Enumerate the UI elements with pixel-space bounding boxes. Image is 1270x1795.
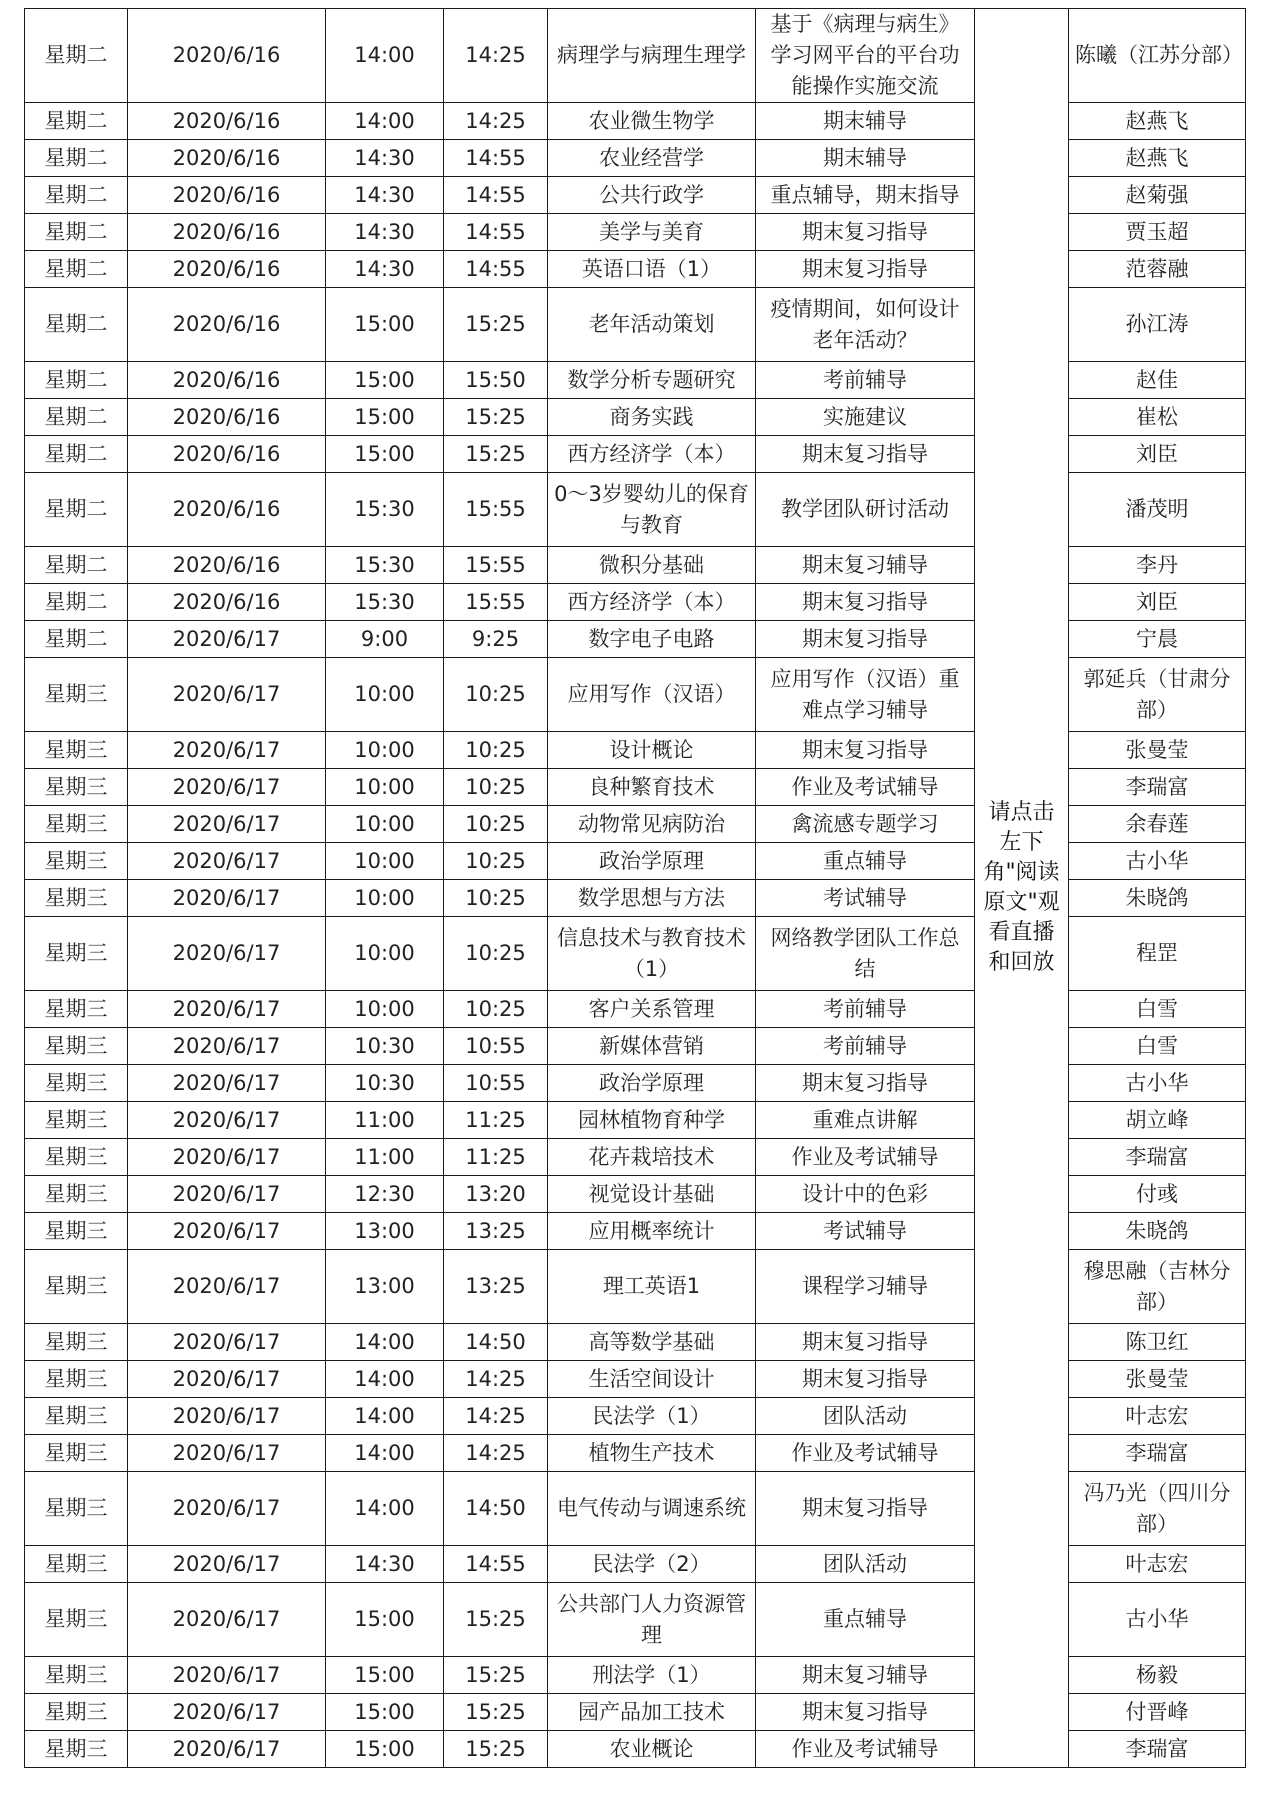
teacher-cell: 贾玉超 <box>1069 214 1246 251</box>
teacher-cell: 刘臣 <box>1069 584 1246 621</box>
start-time-cell: 14:30 <box>326 1546 444 1583</box>
course-name-cell: 花卉栽培技术 <box>548 1139 756 1176</box>
date-cell: 2020/6/17 <box>128 658 326 732</box>
date-cell: 2020/6/17 <box>128 1102 326 1139</box>
start-time-cell: 10:00 <box>326 880 444 917</box>
teacher-cell: 朱晓鸽 <box>1069 1213 1246 1250</box>
end-time-cell: 14:55 <box>444 140 548 177</box>
weekday-cell: 星期二 <box>25 288 128 362</box>
topic-cell: 期末复习指导 <box>756 621 975 658</box>
weekday-cell: 星期二 <box>25 251 128 288</box>
topic-cell: 疫情期间，如何设计老年活动？ <box>756 288 975 362</box>
teacher-cell: 李瑞富 <box>1069 1139 1246 1176</box>
start-time-cell: 10:00 <box>326 806 444 843</box>
weekday-cell: 星期三 <box>25 1657 128 1694</box>
topic-cell: 作业及考试辅导 <box>756 1731 975 1768</box>
weekday-cell: 星期三 <box>25 1472 128 1546</box>
weekday-cell: 星期二 <box>25 584 128 621</box>
course-name-cell: 商务实践 <box>548 399 756 436</box>
start-time-cell: 15:00 <box>326 1694 444 1731</box>
date-cell: 2020/6/17 <box>128 880 326 917</box>
weekday-cell: 星期三 <box>25 1065 128 1102</box>
course-name-cell: 园林植物育种学 <box>548 1102 756 1139</box>
topic-cell: 考前辅导 <box>756 362 975 399</box>
end-time-cell: 11:25 <box>444 1102 548 1139</box>
teacher-cell: 白雪 <box>1069 991 1246 1028</box>
start-time-cell: 10:00 <box>326 843 444 880</box>
topic-cell: 应用写作（汉语）重难点学习辅导 <box>756 658 975 732</box>
teacher-cell: 程罡 <box>1069 917 1246 991</box>
topic-cell: 重点辅导 <box>756 1583 975 1657</box>
course-name-cell: 高等数学基础 <box>548 1324 756 1361</box>
course-name-cell: 政治学原理 <box>548 1065 756 1102</box>
topic-cell: 期末复习辅导 <box>756 1657 975 1694</box>
end-time-cell: 10:25 <box>444 917 548 991</box>
date-cell: 2020/6/17 <box>128 1398 326 1435</box>
course-name-cell: 民法学（2） <box>548 1546 756 1583</box>
end-time-cell: 10:25 <box>444 880 548 917</box>
topic-cell: 设计中的色彩 <box>756 1176 975 1213</box>
topic-cell: 期末复习指导 <box>756 1472 975 1546</box>
date-cell: 2020/6/16 <box>128 399 326 436</box>
topic-cell: 重难点讲解 <box>756 1102 975 1139</box>
course-name-cell: 英语口语（1） <box>548 251 756 288</box>
course-name-cell: 公共行政学 <box>548 177 756 214</box>
end-time-cell: 10:55 <box>444 1065 548 1102</box>
end-time-cell: 14:55 <box>444 251 548 288</box>
course-name-cell: 理工英语1 <box>548 1250 756 1324</box>
course-name-cell: 农业微生物学 <box>548 103 756 140</box>
end-time-cell: 13:25 <box>444 1250 548 1324</box>
topic-cell: 课程学习辅导 <box>756 1250 975 1324</box>
teacher-cell: 胡立峰 <box>1069 1102 1246 1139</box>
start-time-cell: 13:00 <box>326 1250 444 1324</box>
date-cell: 2020/6/17 <box>128 1546 326 1583</box>
start-time-cell: 13:00 <box>326 1213 444 1250</box>
course-name-cell: 民法学（1） <box>548 1398 756 1435</box>
date-cell: 2020/6/16 <box>128 103 326 140</box>
teacher-cell: 李瑞富 <box>1069 1731 1246 1768</box>
topic-cell: 考试辅导 <box>756 880 975 917</box>
topic-cell: 期末复习辅导 <box>756 547 975 584</box>
date-cell: 2020/6/17 <box>128 1324 326 1361</box>
schedule-rows <box>25 9 1246 1768</box>
start-time-cell: 15:00 <box>326 362 444 399</box>
teacher-cell: 崔松 <box>1069 399 1246 436</box>
topic-cell: 重点辅导，期末指导 <box>756 177 975 214</box>
topic-cell: 期末复习指导 <box>756 251 975 288</box>
date-cell: 2020/6/17 <box>128 1028 326 1065</box>
date-cell: 2020/6/17 <box>128 769 326 806</box>
topic-cell: 期末复习指导 <box>756 1065 975 1102</box>
teacher-cell: 冯乃光（四川分部） <box>1069 1472 1246 1546</box>
date-cell: 2020/6/16 <box>128 362 326 399</box>
course-name-cell: 良种繁育技术 <box>548 769 756 806</box>
schedule-table <box>24 8 1246 1768</box>
weekday-cell: 星期二 <box>25 9 128 103</box>
date-cell: 2020/6/17 <box>128 1657 326 1694</box>
end-time-cell: 15:55 <box>444 473 548 547</box>
course-name-cell: 刑法学（1） <box>548 1657 756 1694</box>
weekday-cell: 星期三 <box>25 880 128 917</box>
topic-cell: 期末复习指导 <box>756 584 975 621</box>
end-time-cell: 14:25 <box>444 1398 548 1435</box>
teacher-cell: 李丹 <box>1069 547 1246 584</box>
course-name-cell: 微积分基础 <box>548 547 756 584</box>
teacher-cell: 李瑞富 <box>1069 1435 1246 1472</box>
course-name-cell: 数学思想与方法 <box>548 880 756 917</box>
end-time-cell: 15:50 <box>444 362 548 399</box>
teacher-cell: 朱晓鸽 <box>1069 880 1246 917</box>
course-name-cell: 老年活动策划 <box>548 288 756 362</box>
teacher-cell: 赵燕飞 <box>1069 140 1246 177</box>
course-name-cell: 农业经营学 <box>548 140 756 177</box>
teacher-cell: 杨毅 <box>1069 1657 1246 1694</box>
course-name-cell: 动物常见病防治 <box>548 806 756 843</box>
topic-cell: 作业及考试辅导 <box>756 769 975 806</box>
end-time-cell: 15:25 <box>444 288 548 362</box>
teacher-cell: 穆思融（吉林分部） <box>1069 1250 1246 1324</box>
start-time-cell: 14:30 <box>326 177 444 214</box>
end-time-cell: 10:25 <box>444 732 548 769</box>
teacher-cell: 范蓉融 <box>1069 251 1246 288</box>
start-time-cell: 14:00 <box>326 1398 444 1435</box>
start-time-cell: 15:30 <box>326 473 444 547</box>
end-time-cell: 14:25 <box>444 1435 548 1472</box>
weekday-cell: 星期三 <box>25 1398 128 1435</box>
end-time-cell: 13:25 <box>444 1213 548 1250</box>
weekday-cell: 星期三 <box>25 1324 128 1361</box>
start-time-cell: 10:30 <box>326 1028 444 1065</box>
end-time-cell: 14:25 <box>444 9 548 103</box>
topic-cell: 教学团队研讨活动 <box>756 473 975 547</box>
teacher-cell: 赵菊强 <box>1069 177 1246 214</box>
teacher-cell: 张曼莹 <box>1069 1361 1246 1398</box>
weekday-cell: 星期二 <box>25 177 128 214</box>
start-time-cell: 10:00 <box>326 732 444 769</box>
teacher-cell: 陈卫红 <box>1069 1324 1246 1361</box>
weekday-cell: 星期二 <box>25 436 128 473</box>
weekday-cell: 星期三 <box>25 1731 128 1768</box>
end-time-cell: 14:55 <box>444 177 548 214</box>
end-time-cell: 10:25 <box>444 658 548 732</box>
weekday-cell: 星期三 <box>25 1213 128 1250</box>
start-time-cell: 15:30 <box>326 547 444 584</box>
topic-cell: 考前辅导 <box>756 991 975 1028</box>
end-time-cell: 15:25 <box>444 1731 548 1768</box>
date-cell: 2020/6/16 <box>128 214 326 251</box>
course-name-cell: 信息技术与教育技术（1） <box>548 917 756 991</box>
weekday-cell: 星期三 <box>25 1102 128 1139</box>
weekday-cell: 星期二 <box>25 473 128 547</box>
teacher-cell: 叶志宏 <box>1069 1398 1246 1435</box>
weekday-cell: 星期二 <box>25 399 128 436</box>
end-time-cell: 10:25 <box>444 843 548 880</box>
end-time-cell: 15:55 <box>444 584 548 621</box>
end-time-cell: 15:25 <box>444 399 548 436</box>
weekday-cell: 星期三 <box>25 732 128 769</box>
topic-cell: 重点辅导 <box>756 843 975 880</box>
date-cell: 2020/6/17 <box>128 806 326 843</box>
start-time-cell: 14:00 <box>326 1361 444 1398</box>
start-time-cell: 15:00 <box>326 1583 444 1657</box>
course-name-cell: 西方经济学（本） <box>548 584 756 621</box>
start-time-cell: 10:00 <box>326 991 444 1028</box>
end-time-cell: 13:20 <box>444 1176 548 1213</box>
date-cell: 2020/6/16 <box>128 547 326 584</box>
teacher-cell: 陈曦（江苏分部） <box>1069 9 1246 103</box>
end-time-cell: 10:25 <box>444 806 548 843</box>
date-cell: 2020/6/17 <box>128 621 326 658</box>
topic-cell: 禽流感专题学习 <box>756 806 975 843</box>
weekday-cell: 星期二 <box>25 621 128 658</box>
table-row <box>25 9 1246 103</box>
date-cell: 2020/6/17 <box>128 843 326 880</box>
start-time-cell: 14:00 <box>326 1435 444 1472</box>
teacher-cell: 付彧 <box>1069 1176 1246 1213</box>
teacher-cell: 孙江涛 <box>1069 288 1246 362</box>
end-time-cell: 15:25 <box>444 436 548 473</box>
date-cell: 2020/6/16 <box>128 436 326 473</box>
course-name-cell: 0～3岁婴幼儿的保育与教育 <box>548 473 756 547</box>
course-name-cell: 园产品加工技术 <box>548 1694 756 1731</box>
weekday-cell: 星期三 <box>25 1250 128 1324</box>
date-cell: 2020/6/17 <box>128 1583 326 1657</box>
end-time-cell: 15:25 <box>444 1694 548 1731</box>
course-name-cell: 应用写作（汉语） <box>548 658 756 732</box>
date-cell: 2020/6/17 <box>128 732 326 769</box>
end-time-cell: 15:55 <box>444 547 548 584</box>
course-name-cell: 病理学与病理生理学 <box>548 9 756 103</box>
start-time-cell: 15:00 <box>326 1657 444 1694</box>
topic-cell: 期末复习指导 <box>756 1361 975 1398</box>
date-cell: 2020/6/16 <box>128 288 326 362</box>
topic-cell: 期末复习指导 <box>756 214 975 251</box>
topic-cell: 作业及考试辅导 <box>756 1435 975 1472</box>
start-time-cell: 15:30 <box>326 584 444 621</box>
start-time-cell: 14:00 <box>326 103 444 140</box>
date-cell: 2020/6/16 <box>128 584 326 621</box>
start-time-cell: 14:30 <box>326 251 444 288</box>
weekday-cell: 星期三 <box>25 1361 128 1398</box>
topic-cell: 期末辅导 <box>756 103 975 140</box>
start-time-cell: 15:00 <box>326 399 444 436</box>
teacher-cell: 古小华 <box>1069 1065 1246 1102</box>
course-name-cell: 农业概论 <box>548 1731 756 1768</box>
topic-cell: 作业及考试辅导 <box>756 1139 975 1176</box>
start-time-cell: 15:00 <box>326 436 444 473</box>
teacher-cell: 潘茂明 <box>1069 473 1246 547</box>
weekday-cell: 星期三 <box>25 769 128 806</box>
course-name-cell: 设计概论 <box>548 732 756 769</box>
end-time-cell: 10:55 <box>444 1028 548 1065</box>
date-cell: 2020/6/17 <box>128 1472 326 1546</box>
teacher-cell: 张曼莹 <box>1069 732 1246 769</box>
end-time-cell: 15:25 <box>444 1657 548 1694</box>
topic-cell: 基于《病理与病生》学习网平台的平台功能操作实施交流 <box>756 9 975 103</box>
topic-cell: 期末复习指导 <box>756 732 975 769</box>
course-name-cell: 视觉设计基础 <box>548 1176 756 1213</box>
start-time-cell: 10:00 <box>326 769 444 806</box>
topic-cell: 期末复习指导 <box>756 1324 975 1361</box>
topic-cell: 期末复习指导 <box>756 1694 975 1731</box>
topic-cell: 实施建议 <box>756 399 975 436</box>
start-time-cell: 12:30 <box>326 1176 444 1213</box>
end-time-cell: 14:25 <box>444 1361 548 1398</box>
weekday-cell: 星期二 <box>25 103 128 140</box>
weekday-cell: 星期三 <box>25 658 128 732</box>
course-name-cell: 应用概率统计 <box>548 1213 756 1250</box>
start-time-cell: 11:00 <box>326 1139 444 1176</box>
date-cell: 2020/6/17 <box>128 1176 326 1213</box>
weekday-cell: 星期二 <box>25 214 128 251</box>
date-cell: 2020/6/17 <box>128 1361 326 1398</box>
course-name-cell: 美学与美育 <box>548 214 756 251</box>
date-cell: 2020/6/17 <box>128 917 326 991</box>
teacher-cell: 刘臣 <box>1069 436 1246 473</box>
teacher-cell: 付晋峰 <box>1069 1694 1246 1731</box>
start-time-cell: 15:00 <box>326 288 444 362</box>
end-time-cell: 14:55 <box>444 1546 548 1583</box>
watch-replay-note: 请点击左下角"阅读原文"观看直播和回放 <box>975 9 1069 1768</box>
weekday-cell: 星期二 <box>25 362 128 399</box>
weekday-cell: 星期三 <box>25 1694 128 1731</box>
teacher-cell: 叶志宏 <box>1069 1546 1246 1583</box>
date-cell: 2020/6/17 <box>128 1139 326 1176</box>
topic-cell: 团队活动 <box>756 1398 975 1435</box>
topic-cell: 期末复习指导 <box>756 436 975 473</box>
date-cell: 2020/6/16 <box>128 473 326 547</box>
teacher-cell: 白雪 <box>1069 1028 1246 1065</box>
start-time-cell: 11:00 <box>326 1102 444 1139</box>
start-time-cell: 9:00 <box>326 621 444 658</box>
teacher-cell: 赵燕飞 <box>1069 103 1246 140</box>
course-name-cell: 植物生产技术 <box>548 1435 756 1472</box>
start-time-cell: 14:00 <box>326 9 444 103</box>
weekday-cell: 星期三 <box>25 1546 128 1583</box>
topic-cell: 网络教学团队工作总结 <box>756 917 975 991</box>
date-cell: 2020/6/17 <box>128 1250 326 1324</box>
weekday-cell: 星期三 <box>25 1028 128 1065</box>
course-name-cell: 电气传动与调速系统 <box>548 1472 756 1546</box>
weekday-cell: 星期三 <box>25 843 128 880</box>
weekday-cell: 星期二 <box>25 140 128 177</box>
weekday-cell: 星期三 <box>25 1139 128 1176</box>
start-time-cell: 14:30 <box>326 214 444 251</box>
end-time-cell: 14:50 <box>444 1324 548 1361</box>
weekday-cell: 星期三 <box>25 917 128 991</box>
end-time-cell: 15:25 <box>444 1583 548 1657</box>
date-cell: 2020/6/17 <box>128 991 326 1028</box>
start-time-cell: 10:30 <box>326 1065 444 1102</box>
teacher-cell: 古小华 <box>1069 843 1246 880</box>
start-time-cell: 14:30 <box>326 140 444 177</box>
weekday-cell: 星期三 <box>25 806 128 843</box>
teacher-cell: 李瑞富 <box>1069 769 1246 806</box>
start-time-cell: 10:00 <box>326 917 444 991</box>
topic-cell: 考试辅导 <box>756 1213 975 1250</box>
end-time-cell: 9:25 <box>444 621 548 658</box>
date-cell: 2020/6/17 <box>128 1065 326 1102</box>
weekday-cell: 星期三 <box>25 1176 128 1213</box>
end-time-cell: 10:25 <box>444 991 548 1028</box>
topic-cell: 期末辅导 <box>756 140 975 177</box>
course-name-cell: 数字电子电路 <box>548 621 756 658</box>
course-name-cell: 公共部门人力资源管理 <box>548 1583 756 1657</box>
course-name-cell: 新媒体营销 <box>548 1028 756 1065</box>
weekday-cell: 星期三 <box>25 991 128 1028</box>
teacher-cell: 郭延兵（甘肃分部） <box>1069 658 1246 732</box>
date-cell: 2020/6/16 <box>128 251 326 288</box>
date-cell: 2020/6/17 <box>128 1694 326 1731</box>
weekday-cell: 星期三 <box>25 1435 128 1472</box>
start-time-cell: 10:00 <box>326 658 444 732</box>
date-cell: 2020/6/16 <box>128 140 326 177</box>
course-name-cell: 西方经济学（本） <box>548 436 756 473</box>
start-time-cell: 14:00 <box>326 1324 444 1361</box>
date-cell: 2020/6/17 <box>128 1213 326 1250</box>
teacher-cell: 古小华 <box>1069 1583 1246 1657</box>
date-cell: 2020/6/17 <box>128 1731 326 1768</box>
teacher-cell: 赵佳 <box>1069 362 1246 399</box>
date-cell: 2020/6/17 <box>128 1435 326 1472</box>
weekday-cell: 星期二 <box>25 547 128 584</box>
weekday-cell: 星期三 <box>25 1583 128 1657</box>
topic-cell: 团队活动 <box>756 1546 975 1583</box>
start-time-cell: 15:00 <box>326 1731 444 1768</box>
end-time-cell: 14:25 <box>444 103 548 140</box>
date-cell: 2020/6/16 <box>128 177 326 214</box>
end-time-cell: 11:25 <box>444 1139 548 1176</box>
end-time-cell: 14:50 <box>444 1472 548 1546</box>
topic-cell: 考前辅导 <box>756 1028 975 1065</box>
course-name-cell: 政治学原理 <box>548 843 756 880</box>
course-name-cell: 客户关系管理 <box>548 991 756 1028</box>
end-time-cell: 10:25 <box>444 769 548 806</box>
start-time-cell: 14:00 <box>326 1472 444 1546</box>
end-time-cell: 14:55 <box>444 214 548 251</box>
course-name-cell: 数学分析专题研究 <box>548 362 756 399</box>
date-cell: 2020/6/16 <box>128 9 326 103</box>
course-name-cell: 生活空间设计 <box>548 1361 756 1398</box>
teacher-cell: 余春莲 <box>1069 806 1246 843</box>
teacher-cell: 宁晨 <box>1069 621 1246 658</box>
